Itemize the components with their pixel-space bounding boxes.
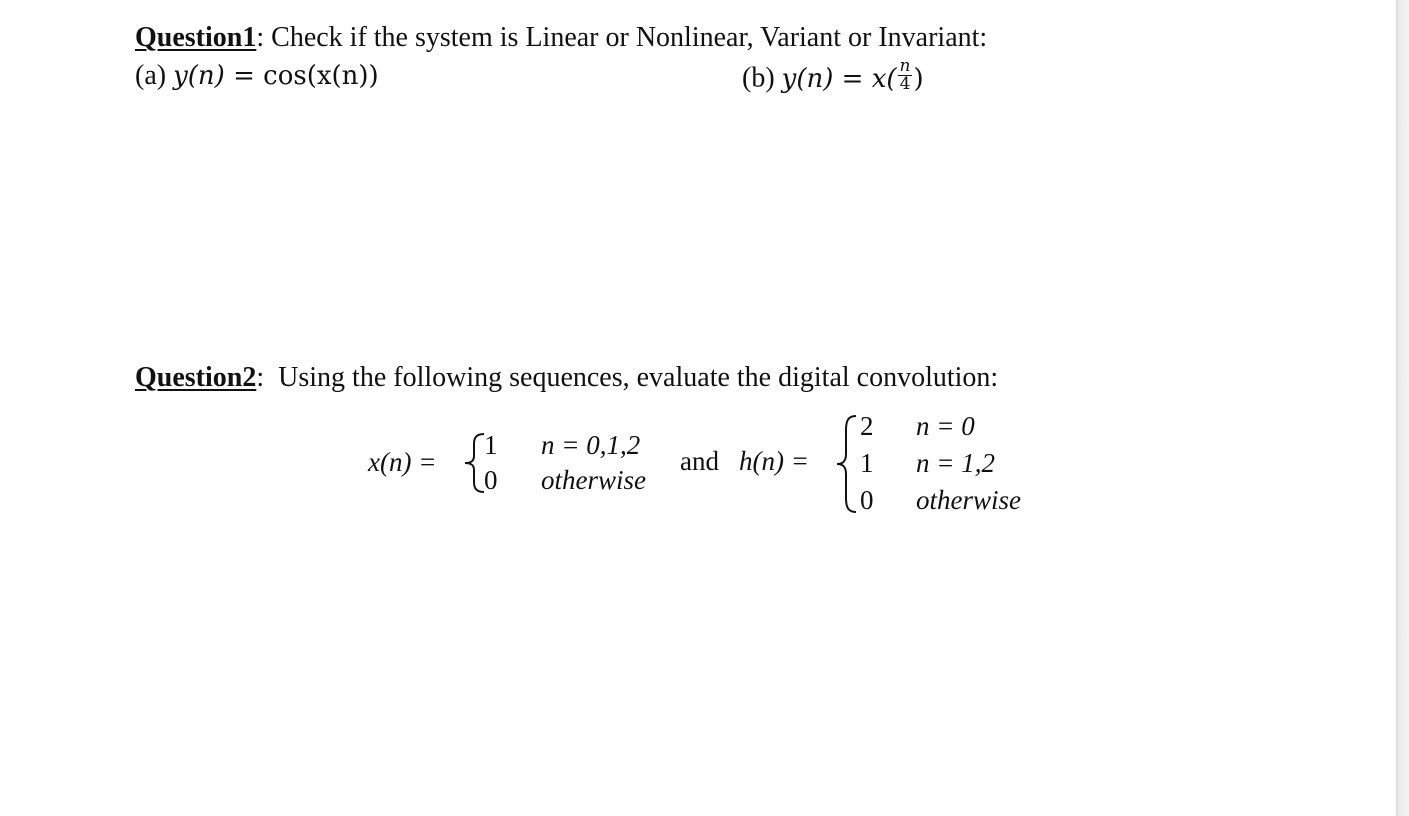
question1-text: Check if the system is Linear or Nonlinear, Variant or Invariant: (264, 22, 988, 53)
question1-label: Question1 (135, 22, 257, 53)
x-case-1-condition: n = 0,1,2 (541, 430, 641, 460)
x-case-1-value: 1 (484, 430, 498, 460)
part-b-close: ) (913, 63, 924, 94)
x-lhs: x(n) = (368, 447, 437, 477)
question1-heading (135, 24, 987, 52)
x-case-2-value: 0 (484, 465, 498, 495)
and-connector: and (680, 446, 719, 476)
question2-label: Question2 (135, 362, 257, 393)
part-b-prefix: (b) (742, 62, 782, 94)
h-case-3-condition: otherwise (916, 485, 1021, 515)
vertical-scrollbar[interactable] (1396, 0, 1409, 816)
question2-colon: : (256, 362, 265, 393)
question1-part-a (135, 62, 379, 90)
question1-part-b (742, 56, 924, 97)
h-case-3-value: 0 (860, 485, 874, 515)
question2-text: Using the following sequences, evaluate the digital convolution: (264, 362, 999, 393)
h-case-2-condition: n = 1,2 (916, 448, 995, 478)
h-case-1-value: 2 (860, 411, 874, 441)
question1-colon: : (256, 22, 265, 53)
fraction-numerator: n (899, 56, 911, 76)
part-a-rhs: cos(x(n)) (263, 61, 379, 91)
part-b-eq: = (833, 63, 872, 94)
h-case-2-value: 1 (860, 448, 874, 478)
part-b-fn: x( (871, 63, 897, 94)
h-lhs: h(n) = (739, 446, 809, 476)
x-case-2-condition: otherwise (541, 465, 646, 495)
part-a-lhs: y(n) (173, 61, 225, 91)
part-b-fraction (898, 58, 913, 93)
question2-heading (135, 364, 998, 392)
part-a-eq: = (224, 61, 264, 91)
fraction-denominator: 4 (898, 75, 913, 93)
part-a-prefix: (a) (135, 60, 174, 91)
left-brace-large-icon (834, 414, 860, 514)
part-b-lhs: y(n) (781, 63, 834, 94)
h-case-1-condition: n = 0 (916, 411, 975, 441)
